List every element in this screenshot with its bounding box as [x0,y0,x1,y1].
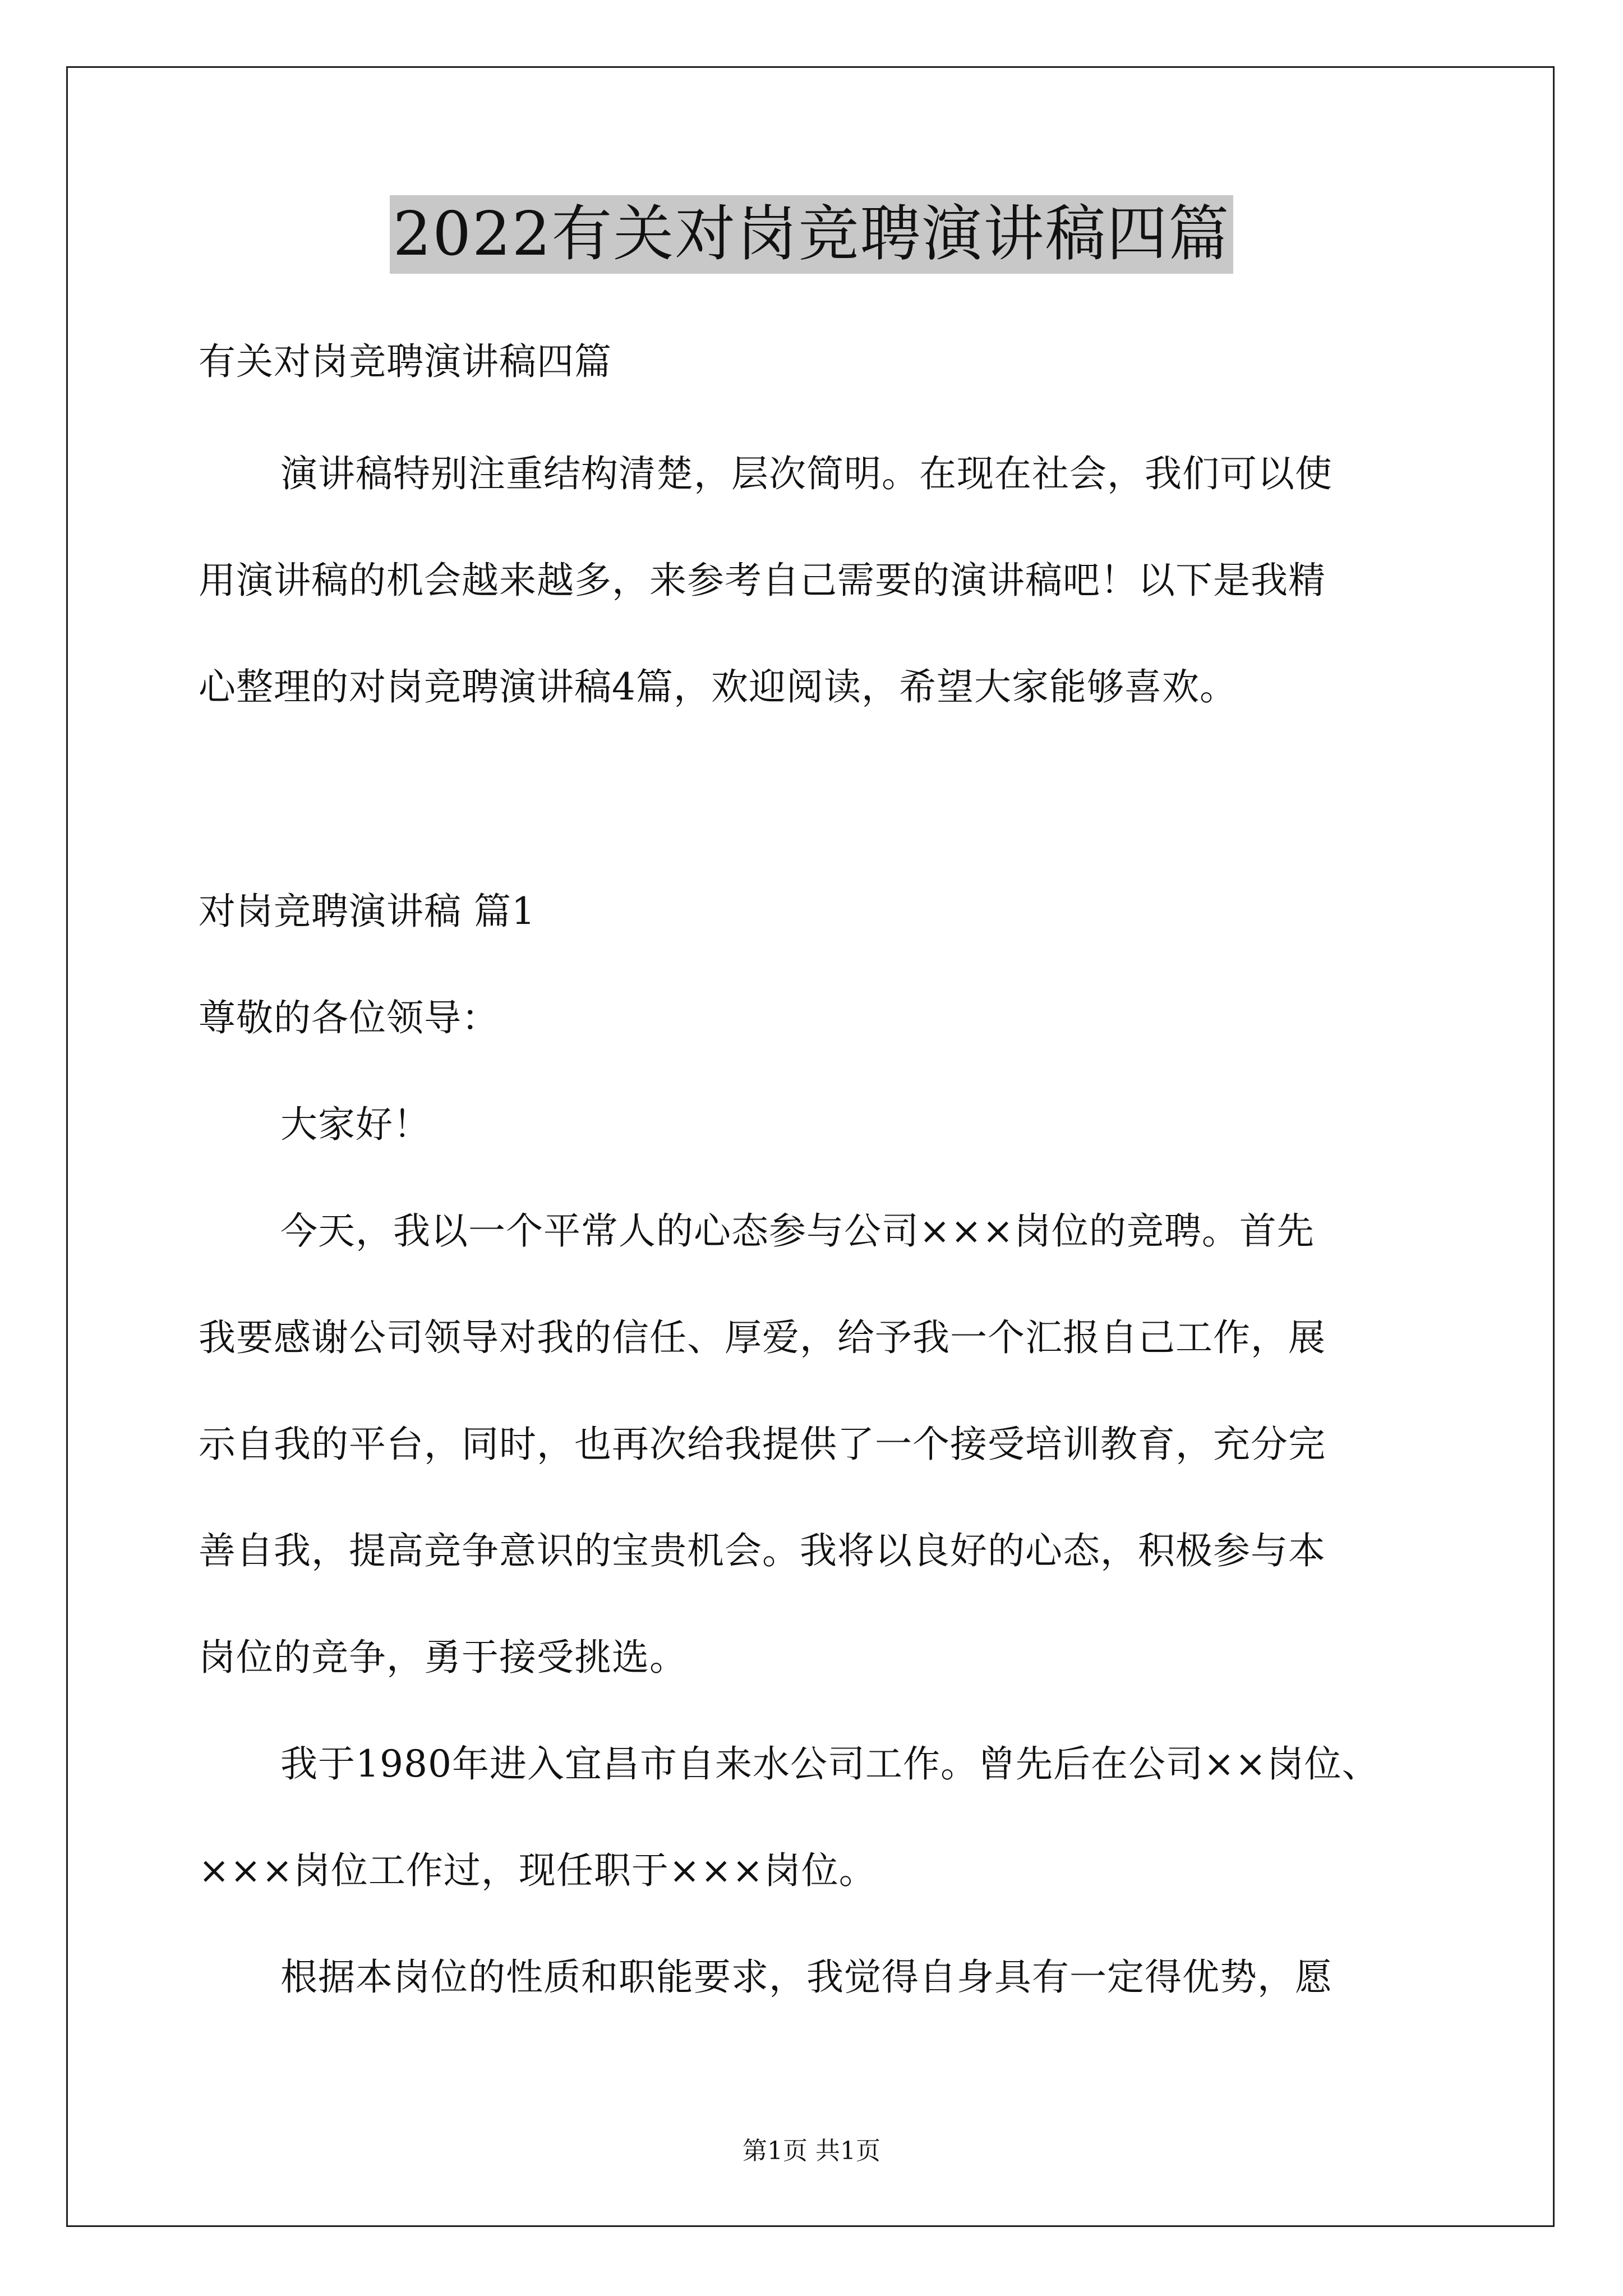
intro-paragraph-line-3: 心整理的对岗竞聘演讲稿4篇，欢迎阅读，希望大家能够喜欢。 [199,665,1237,708]
body-line-6: 我于1980年进入宜昌市自来水公司工作。曾先后在公司××岗位、 [280,1742,1380,1786]
body-line-7: ×××岗位工作过，现任职于×××岗位。 [199,1849,877,1892]
body-line-1: 今天，我以一个平常人的心态参与公司×××岗位的竞聘。首先 [280,1209,1315,1253]
body-line-2: 我要感谢公司领导对我的信任、厚爱，给予我一个汇报自己工作，展 [199,1316,1326,1359]
greeting: 大家好！ [280,1103,431,1146]
intro-paragraph-line-2: 用演讲稿的机会越来越多，来参考自己需要的演讲稿吧！以下是我精 [199,559,1326,602]
body-line-5: 岗位的竞争，勇于接受挑选。 [199,1636,687,1679]
salutation: 尊敬的各位领导： [199,996,499,1039]
title-container [0,195,1623,274]
body-line-4: 善自我，提高竞争意识的宝贵机会。我将以良好的心态，积极参与本 [199,1529,1326,1572]
body-line-8: 根据本岗位的性质和职能要求，我觉得自身具有一定得优势，愿 [280,1955,1332,1999]
page-footer: 第1页 共1页 [743,2137,880,2165]
section-heading: 对岗竞聘演讲稿 篇1 [199,890,536,933]
subtitle-line: 有关对岗竞聘演讲稿四篇 [199,340,612,383]
document-title: 2022有关对岗竞聘演讲稿四篇 [390,195,1234,274]
body-line-3: 示自我的平台，同时，也再次给我提供了一个接受培训教育，充分完 [199,1423,1326,1466]
intro-paragraph-line-1: 演讲稿特别注重结构清楚，层次简明。在现在社会，我们可以使 [280,452,1332,495]
